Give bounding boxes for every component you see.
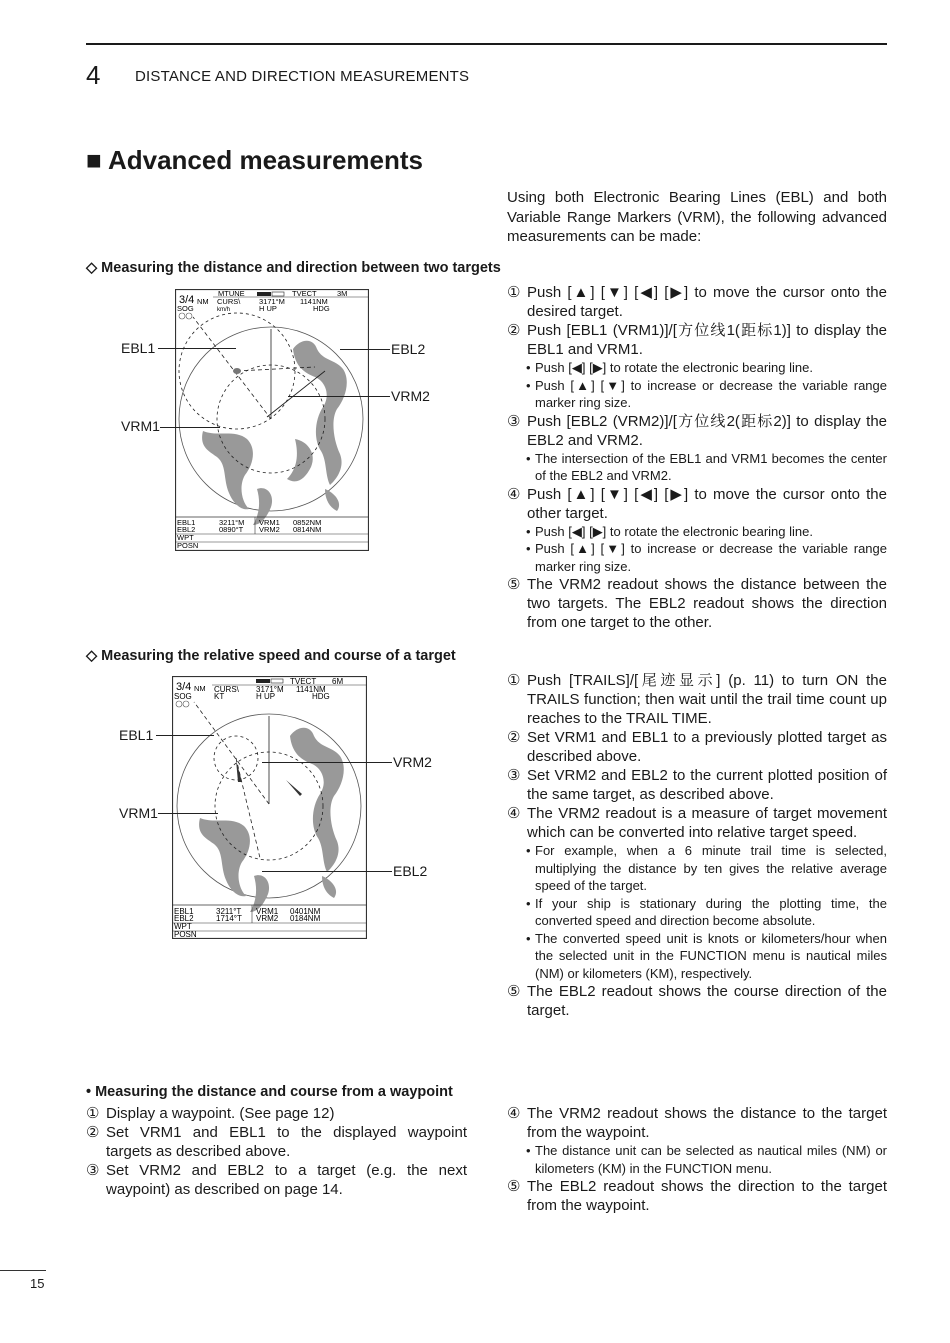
section-intro: Using both Electronic Bearing Lines (EBL) and both Variable Range Markers (VRM), the following advanced measurements can be made: <box>507 189 887 245</box>
svg-text:SOG: SOG <box>177 304 194 313</box>
svg-text:1141NM: 1141NM <box>300 297 328 306</box>
step-item: ④ The VRM2 readout is a measure of target movement which can be converted into relative target speed. <box>507 805 887 841</box>
svg-text:KT: KT <box>214 692 225 701</box>
svg-text:CURS\: CURS\ <box>214 685 239 694</box>
callout-ebl2: EBL2 <box>393 863 428 879</box>
svg-text:0401NM: 0401NM <box>290 907 321 916</box>
step-item: ① Push [▲] [▼] [◀] [▶] to move the cursor onto the desired target. <box>507 284 887 320</box>
bullet-item: • Push [◀] [▶] to rotate the electronic bearing line. <box>526 360 813 375</box>
part2-heading: ◇ Measuring the relative speed and course of a target <box>86 648 456 664</box>
part2-steps <box>507 671 887 1020</box>
svg-text:km/h: km/h <box>217 307 231 313</box>
callout-line <box>160 427 220 428</box>
svg-text:0814NM: 0814NM <box>293 525 322 534</box>
bullet-item: • The distance unit can be selected as nautical miles (NM) or kilometers (KM) in the FUNCTION menu. <box>526 1143 887 1176</box>
svg-text:0184NM: 0184NM <box>290 914 321 923</box>
part1-heading: ◇ Measuring the distance and direction between two targets <box>86 260 501 276</box>
svg-text:TVECT: TVECT <box>292 289 317 298</box>
svg-text:TVECT: TVECT <box>290 677 317 686</box>
callout-line <box>340 349 390 350</box>
part3-heading: • Measuring the distance and course from a waypoint <box>86 1084 453 1100</box>
radar-figure-1 <box>175 289 369 551</box>
svg-text:3211°T: 3211°T <box>216 907 242 916</box>
bullet-item: • The intersection of the EBL1 and VRM1 becomes the center of the EBL2 and VRM2. <box>526 450 887 483</box>
svg-text:WPT: WPT <box>177 533 194 542</box>
bullet-item: • The converted speed unit is knots or kilometers/hour when the selected unit in the FUNCTION menu is nautical miles (NM) or kilometers (KM), respectively. <box>526 930 887 981</box>
svg-text:6M: 6M <box>332 677 344 686</box>
step-item: ③ Set VRM2 and EBL2 to the current plotted position of the same target, as described above. <box>507 767 887 803</box>
svg-text:EBL2: EBL2 <box>174 914 194 923</box>
svg-text:VRM2: VRM2 <box>259 525 280 534</box>
svg-text:EBL2: EBL2 <box>177 525 196 534</box>
svg-text:VRM1: VRM1 <box>256 907 279 916</box>
svg-text:0852NM: 0852NM <box>293 518 322 527</box>
svg-text:POSN: POSN <box>177 541 199 550</box>
svg-text:NM: NM <box>197 297 209 306</box>
callout-ebl1: EBL1 <box>121 340 156 356</box>
chapter-number: 4 <box>86 60 101 90</box>
callout-line <box>288 396 390 397</box>
svg-text:VRM1: VRM1 <box>259 518 280 527</box>
part1-steps <box>507 283 887 632</box>
step-item: ⑤ The EBL2 readout shows the course direction of the target. <box>507 983 887 1019</box>
radar-screen-1 <box>175 289 369 551</box>
svg-text:1714°T: 1714°T <box>216 914 242 923</box>
callout-line <box>262 762 392 763</box>
svg-text:3M: 3M <box>337 289 348 298</box>
step-item: ① Push [TRAILS]/[尾迹显示] (p. 11) to turn ON the TRAILS function; then wait until the trail time count up reaches to the TRAIL TIME. <box>507 672 887 727</box>
svg-text:WPT: WPT <box>174 922 192 931</box>
bullet-item: • For example, when a 6 minute trail time is selected, multiplying the distance by ten gives the relative average speed of the target. <box>526 843 887 893</box>
callout-line <box>262 871 392 872</box>
step-item: ④ Push [▲] [▼] [◀] [▶] to move the cursor onto the other target. <box>507 485 887 522</box>
step-item: ② Set VRM1 and EBL1 to a previously plotted target as described above. <box>507 729 887 765</box>
part3-right-steps <box>507 1104 887 1215</box>
section-title: ■ Advanced measurements <box>86 145 423 175</box>
callout-line <box>156 735 214 736</box>
callout-vrm1: VRM1 <box>121 418 160 434</box>
step-item: ④ The VRM2 readout shows the distance to the target from the waypoint. <box>507 1105 887 1141</box>
svg-text:HDG: HDG <box>313 304 330 313</box>
bullet-item: • Push [▲] [▼] to increase or decrease the variable range marker ring size. <box>526 541 887 574</box>
callout-line <box>158 348 236 349</box>
radar-figure-2 <box>172 676 367 939</box>
svg-text:NM: NM <box>194 684 206 693</box>
svg-text:CURS\: CURS\ <box>217 297 241 306</box>
step-item: ⑤ The VRM2 readout shows the distance between the two targets. The EBL2 readout shows the direction from one target to the other. <box>507 576 887 631</box>
svg-text:HDG: HDG <box>312 692 330 701</box>
radar-screen-2 <box>172 676 367 939</box>
page-number: 15 <box>30 1276 45 1291</box>
chapter-title: DISTANCE AND DIRECTION MEASUREMENTS <box>135 68 470 85</box>
step-item: ② Set VRM1 and EBL1 to the displayed waypoint targets as described above. <box>86 1124 467 1160</box>
svg-text:H UP: H UP <box>259 304 277 313</box>
callout-vrm2: VRM2 <box>391 388 430 404</box>
svg-text:H UP: H UP <box>256 692 276 701</box>
step-item: ① Display a waypoint. (See page 12) <box>86 1105 335 1122</box>
svg-text:SOG: SOG <box>174 692 192 701</box>
bullet-item: • If your ship is stationary during the plotting time, the converted speed and direction become absolute. <box>526 895 887 928</box>
svg-text:0890°T: 0890°T <box>219 525 244 534</box>
bullet-item: • Push [◀] [▶] to rotate the electronic bearing line. <box>526 523 813 539</box>
footer-rule <box>0 1270 46 1271</box>
header-rule <box>86 43 887 45</box>
step-item: ② Push [EBL1 (VRM1)]/[方位线1(距标1)] to display the EBL1 and VRM1. <box>507 322 887 358</box>
svg-text:3171°M: 3171°M <box>256 685 284 694</box>
svg-text:3211°M: 3211°M <box>219 518 245 527</box>
range-text: 3/4 <box>179 294 195 306</box>
part3-left-steps <box>86 1104 467 1199</box>
callout-vrm2: VRM2 <box>393 754 432 770</box>
callout-line <box>158 813 218 814</box>
callout-vrm1: VRM1 <box>119 805 158 821</box>
svg-text:EBL1: EBL1 <box>174 907 194 916</box>
svg-text:3171°M: 3171°M <box>259 297 285 306</box>
step-item: ③ Set VRM2 and EBL2 to a target (e.g. the next waypoint) as described on page 14. <box>86 1162 467 1198</box>
callout-ebl1: EBL1 <box>119 727 154 743</box>
step-item: ③ Push [EBL2 (VRM2)]/[方位线2(距标2)] to display the EBL2 and VRM2. <box>507 412 887 449</box>
svg-text:1141NM: 1141NM <box>296 685 326 694</box>
svg-text:3/4: 3/4 <box>176 681 192 693</box>
svg-text:MTUNE: MTUNE <box>218 289 245 298</box>
svg-text:VRM2: VRM2 <box>256 914 279 923</box>
callout-ebl2: EBL2 <box>391 341 426 357</box>
svg-text:EBL1: EBL1 <box>177 518 196 527</box>
bullet-item: • Push [▲] [▼] to increase or decrease the variable range marker ring size. <box>526 377 887 410</box>
step-item: ⑤ The EBL2 readout shows the direction to the target from the waypoint. <box>507 1178 887 1214</box>
svg-text:POSN: POSN <box>174 930 197 939</box>
